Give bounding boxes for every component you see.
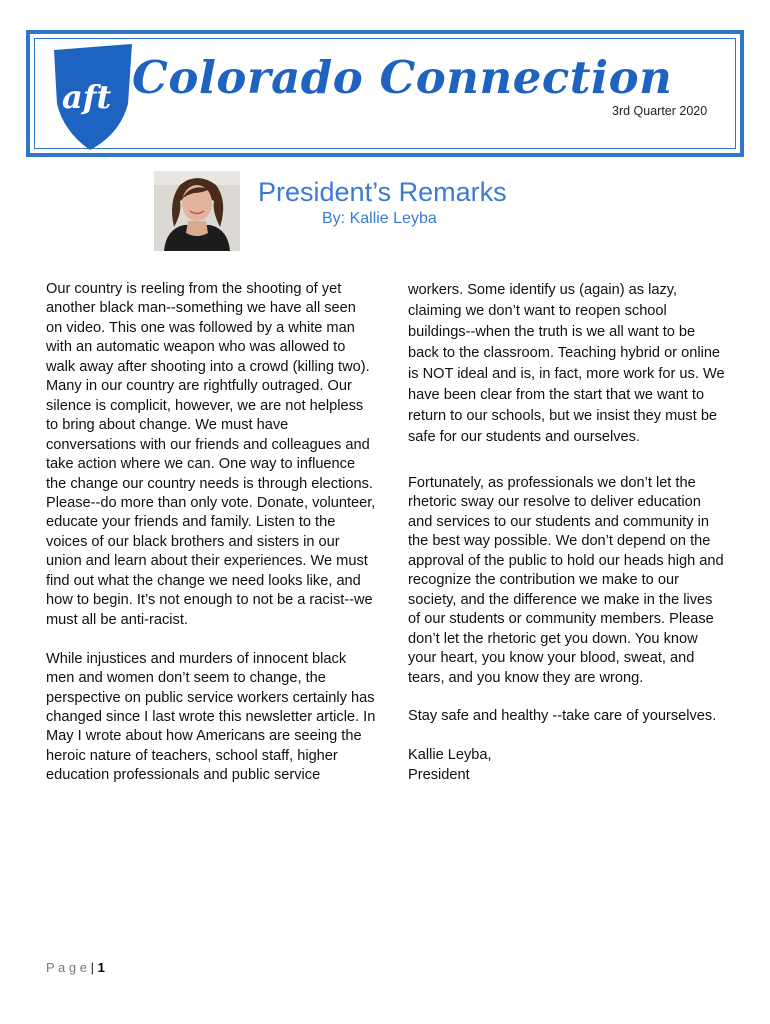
paragraph: Fortunately, as professionals we don’t let the rhetoric sway our resolve to deliver education and services to our students and community in the best way possible. We don’t depend on the approval of the public to hold our heads high and recognize the contribution we make to our society, and the difference we make in the lives of our students or community members. Please don’t let the rhetoric get you down. You know your heart, you know your blood, sweat, and tears, and you know they are wrong. [408,475,724,686]
page-separator: | [90,960,94,975]
newsletter-title: Colorado Connection [132,51,673,104]
signature-name: Kallie Leyba, [408,747,492,764]
author-photo [154,171,240,251]
article-left-column [46,280,376,786]
paragraph: Our country is reeling from the shooting of yet another black man--something we have all seen on video. This one was followed by a white man with an automatic weapon who was allowed to walk away after shooting into a crowd (killing two). Many in our country are rightfully outraged. Our silence is complicit, however, we are not helpless to bring about change. We must have conversations with our friends and colleagues and take action where we can. One way to influence the change our country needs is through elections. Please--do more than only vote. Donate, volunteer, educate your friends and family. Listen to the voices of our black brothers and sisters in our union and learn about their experiences. We must find out what the change we need looks like, and how to begin. It’s not enough to not be a racist--we must all be anti-racist. [46,281,376,628]
paragraph: workers. Some identify us (again) as lazy, claiming we don’t want to reopen school buildings--when the truth is we all want to be back to the classroom. Teaching hybrid or online is NOT ideal and is, in fact, more work for us. We have been clear from the start that we want to return to our schools, but we insist they must be safe for our students and ourselves. [408,282,725,445]
page-footer [46,960,105,975]
page-number: 1 [97,960,105,975]
article-byline: By: Kallie Leyba [322,210,437,227]
issue-date: 3rd Quarter 2020 [612,104,708,118]
aft-shield-logo [50,42,136,152]
logo-text: aft [62,78,112,116]
paragraph: While injustices and murders of innocent black men and women don’t seem to change, the perspective on public service workers certainly has changed since I last wrote this newsletter article. In May I wrote about how Americans are seeing the heroic nature of teachers, school staff, higher education professionals and public service [46,650,376,784]
article-title: President’s Remarks [258,177,507,207]
portrait-image [154,171,240,251]
paragraph: Stay safe and healthy --take care of yourselves. [408,708,717,725]
page-label: P a g e [46,960,87,975]
signature-title: President [408,766,470,783]
article-right-column [408,280,728,785]
